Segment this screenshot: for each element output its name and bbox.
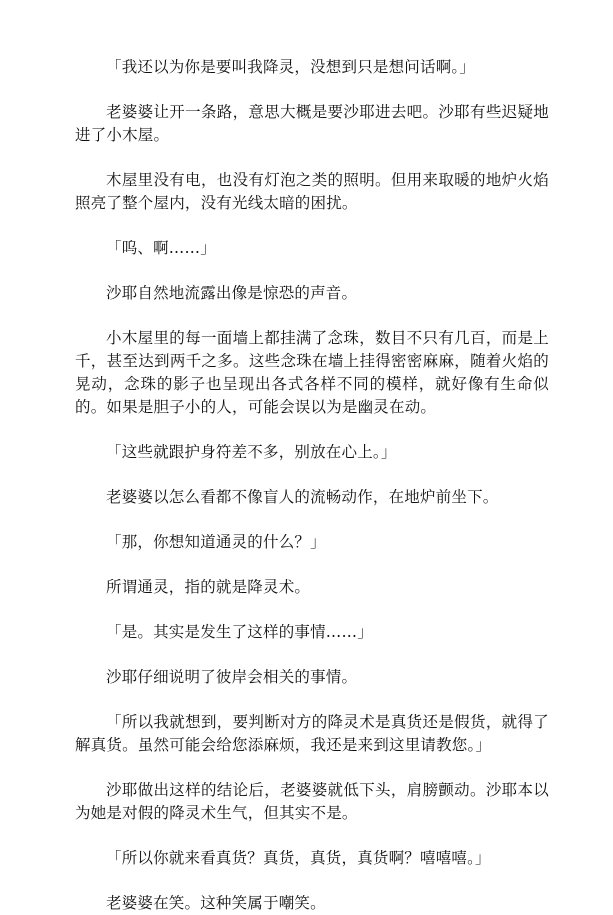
paragraph-6: 小木屋里的每一面墙上都挂满了念珠，数目不只有几百，而是上千，甚至达到两千之多。这些念珠在墙上挂得密密麻麻，随着火焰的晃动，念珠的影子也呈现出各式各样不同的模样，就好像有生命似的。如果是胆子小的人，可能会误以为是幽灵在动。	[75, 329, 549, 416]
paragraph-4: 「呜、啊……」	[106, 239, 216, 257]
paragraph-1: 「我还以为你是要叫我降灵，没想到只是想问话啊。」	[106, 58, 476, 76]
paragraph-8: 老婆婆以怎么看都不像盲人的流畅动作，在地炉前坐下。	[106, 488, 499, 506]
paragraph-11: 「是。其实是发生了这样的事情……」	[106, 623, 373, 641]
paragraph-3: 木屋里没有电，也没有灯泡之类的照明。但用来取暖的地炉火焰照亮了整个屋内，没有光线太暗的困扰。	[75, 171, 549, 212]
paragraph-10: 所谓通灵，指的就是降灵术。	[106, 578, 311, 596]
paragraph-15: 「所以你就来看真货？真货，真货，真货啊？嘻嘻嘻。」	[106, 849, 491, 867]
paragraph-12: 沙耶仔细说明了彼岸会相关的事情。	[106, 668, 358, 686]
paragraph-7: 「这些就跟护身符差不多，别放在心上。」	[106, 443, 397, 461]
paragraph-16: 老婆婆在笑。这种笑属于嘲笑。	[106, 894, 326, 912]
paragraph-13: 「所以我就想到，要判断对方的降灵术是真货还是假货，就得了解真货。虽然可能会给您添麻烦，我还是来到这里请教您。」	[75, 713, 549, 754]
paragraph-5: 沙耶自然地流露出像是惊恐的声音。	[106, 284, 358, 302]
paragraph-14: 沙耶做出这样的结论后，老婆婆就低下头，肩膀颤动。沙耶本以为她是对假的降灵术生气，但其实不是。	[75, 781, 549, 822]
paragraph-9: 「那，你想知道通灵的什么？」	[106, 533, 326, 551]
paragraph-2: 老婆婆让开一条路，意思大概是要沙耶进去吧。沙耶有些迟疑地进了小木屋。	[75, 103, 549, 144]
